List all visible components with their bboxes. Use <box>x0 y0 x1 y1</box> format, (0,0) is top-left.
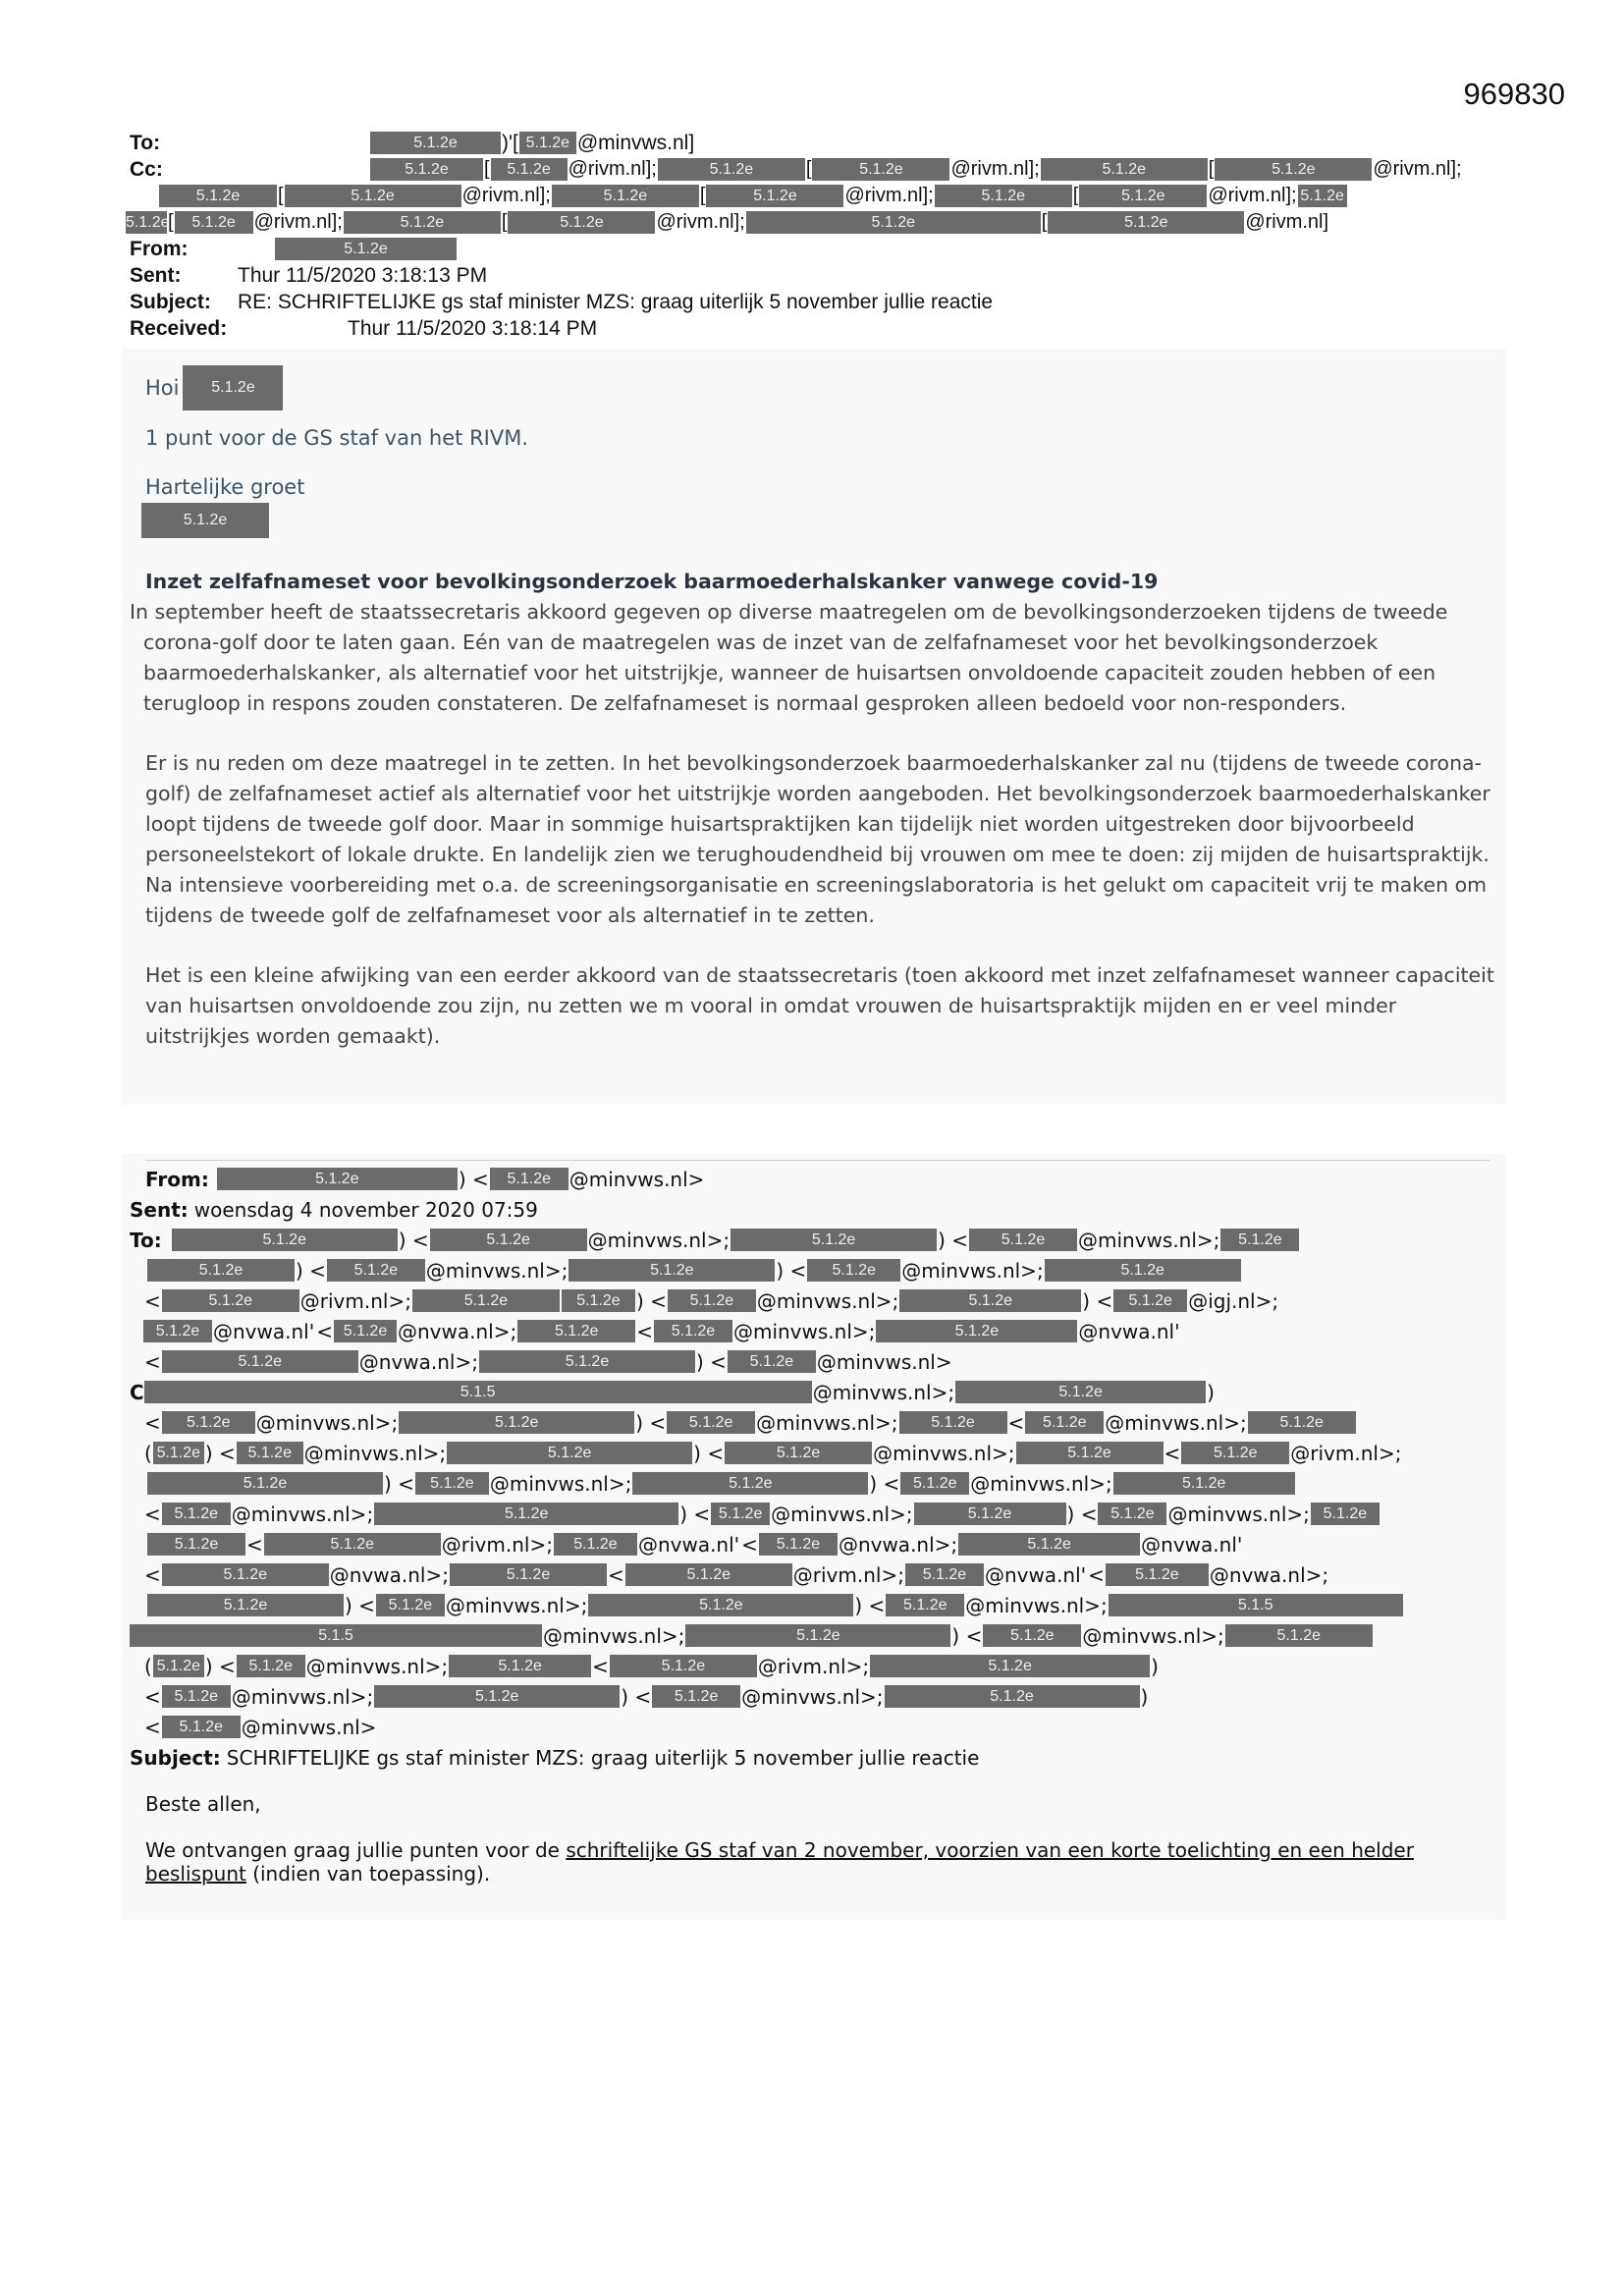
greeting: Hoi <box>145 376 180 400</box>
fwd-salutation: Beste allen, <box>145 1792 261 1816</box>
reply-body <box>145 365 1500 538</box>
redaction: 5.1.2e <box>147 1259 295 1282</box>
redaction: 5.1.2e <box>914 1503 1066 1525</box>
redaction: 5.1.2e <box>374 1685 620 1708</box>
redaction: 5.1.2e <box>1220 1229 1299 1251</box>
to-address-suffix: @minvws.nl] <box>576 132 695 154</box>
redaction: 5.1.2e <box>899 1411 1007 1434</box>
to-label: To: <box>130 132 161 154</box>
fwd-to-row-5: < 5.1.2e @nvwa.nl>; 5.1.2e ) < 5.1.2e @minvws.nl> <box>144 1349 952 1374</box>
redaction: 5.1.2e <box>334 1320 397 1342</box>
fwd-subject-value: SCHRIFTELIJKE gs staf minister MZS: graag uiterlijk 5 november jullie reactie <box>226 1745 980 1770</box>
redaction: 5.1.2e <box>983 1624 1081 1647</box>
redaction: 5.1.2e <box>807 1259 900 1282</box>
redaction: 5.1.2e <box>568 1259 775 1282</box>
redaction: 5.1.2e <box>1041 158 1208 181</box>
fwd-subject-row <box>130 1742 1504 1773</box>
redaction: 5.1.2e <box>955 1381 1206 1403</box>
fwd-cc-row-7: < 5.1.2e @nvwa.nl>; 5.1.2e < 5.1.2e @rivm.nl>; 5.1.2e @nvwa.nl' < 5.1.2e @nvwa.nl>; <box>144 1562 1329 1587</box>
fwd-to-row: To: 5.1.2e ) < 5.1.2e @minvws.nl>; 5.1.2e ) < 5.1.2e @minvws.nl>; 5.1.2e <box>130 1225 1504 1255</box>
redaction: 5.1.2e <box>479 1350 695 1373</box>
fwd-cc-row-4: 5.1.2e ) < 5.1.2e @minvws.nl>; 5.1.2e ) < 5.1.2e @minvws.nl>; 5.1.2e <box>130 1468 1504 1499</box>
redaction: 5.1.2e <box>285 185 461 207</box>
redaction: 5.1.2e <box>449 1655 591 1677</box>
fwd-to-row-4: 5.1.2e @nvwa.nl' < 5.1.2e @nvwa.nl>; 5.1.2e < 5.1.2e @minvws.nl>; 5.1.2e @nvwa.nl' <box>130 1316 1504 1346</box>
redaction: 5.1.2e <box>370 132 501 154</box>
fwd-cc-row-9: 5.1.5 @minvws.nl>; 5.1.2e ) < 5.1.2e @minvws.nl>; 5.1.2e <box>130 1620 1504 1651</box>
redaction: 5.1.2e <box>430 1229 587 1251</box>
separator-line <box>145 1160 1490 1161</box>
redaction: 5.1.2e <box>725 1442 872 1464</box>
redaction: 5.1.2e <box>491 158 568 181</box>
redaction: 5.1.2e <box>632 1472 868 1495</box>
fwd-cc-row-6: 5.1.2e < 5.1.2e @rivm.nl>; 5.1.2e @nvwa.nl' < 5.1.2e @nvwa.nl>; 5.1.2e @nvwa.nl' <box>130 1529 1504 1559</box>
redaction: 5.1.2e <box>1215 158 1372 181</box>
redaction: 5.1.2e <box>588 1594 853 1616</box>
content-heading: Inzet zelfafnameset voor bevolkingsonderzoek baarmoederhalskanker vanwege covid-19 <box>145 570 1159 593</box>
redaction: 5.1.2e <box>162 1289 299 1312</box>
redaction: 5.1.2e <box>654 1320 732 1342</box>
redaction: 5.1.2e <box>610 1655 757 1677</box>
fwd-to-label: To: <box>130 1228 162 1252</box>
redaction: 5.1.2e <box>1079 185 1207 207</box>
fwd-cc-row-5: < 5.1.2e @minvws.nl>; 5.1.2e ) < 5.1.2e @minvws.nl>; 5.1.2e ) < 5.1.2e @minvws.nl>; 5.1.2e <box>130 1499 1504 1529</box>
fwd-from-label: From: <box>145 1167 209 1191</box>
redaction: 5.1.2e <box>162 1503 231 1525</box>
fwd-cc-label: C <box>130 1380 144 1404</box>
redaction: 5.1.2e <box>415 1472 489 1495</box>
redaction: 5.1.2e <box>175 211 253 234</box>
reply-content <box>130 567 1504 1052</box>
sent-label: Sent: <box>130 264 182 287</box>
redaction: 5.1.2e <box>517 1320 635 1342</box>
paragraph-2: Er is nu reden om deze maatregel in te zetten. In het bevolkingsonderzoek baarmoederhalskanker zal nu (tijdens de tweede corona-golf) de zelfafnameset actief als alternatief voor het uitstrijkje worden aangeboden. Het bevolkingsonderzoek baarmoederhalskanker loopt tijdens de tweede golf door. Maar in sommige huisartspraktijken kan tijdelijk niet worden uitgestreken door bijvoorbeeld personeelstekort of lokale drukte. En landelijk zien we terughoudendheid bij vrouwen om mee te doen: zij mijden de huisartspraktijk. Na intensieve voorbereiding met o.a. de screeningsorganisatie en screeningslaboratoria is het gelukt om capaciteit vrij te maken om tijdens de tweede golf de zelfafnameset voor als alternatief in te zetten. <box>145 751 1490 927</box>
fwd-to-row-2: 5.1.2e ) < 5.1.2e @minvws.nl>; 5.1.2e ) < 5.1.2e @minvws.nl>; 5.1.2e <box>130 1255 1504 1285</box>
redaction: 5.1.2e <box>1098 1503 1166 1525</box>
redaction: 5.1.2e <box>1113 1289 1187 1312</box>
redaction: 5.1.2e <box>731 1229 937 1251</box>
redaction: 5.1.2e <box>147 1472 383 1495</box>
to-row: To: 5.1.2e )'[ 5.1.2e @minvws.nl] <box>130 132 695 154</box>
sent-value: Thur 11/5/2020 3:18:13 PM <box>238 264 488 287</box>
redaction: 5.1.2e <box>264 1533 441 1556</box>
redaction: 5.1.2e <box>886 1594 964 1616</box>
fwd-sent-value: woensdag 4 november 2020 07:59 <box>193 1197 538 1222</box>
redaction: 5.1.2e <box>1248 1411 1356 1434</box>
redaction: 5.1.2e <box>153 1655 204 1677</box>
redaction: 5.1.2e <box>327 1259 425 1282</box>
redaction: 5.1.2e <box>153 1442 204 1464</box>
redaction: 5.1.2e <box>1048 211 1244 234</box>
redaction: 5.1.2e <box>969 1229 1077 1251</box>
signature <box>145 503 1500 538</box>
redaction: 5.1.5 <box>144 1381 812 1403</box>
redaction: 5.1.2e <box>685 1624 950 1647</box>
redaction: 5.1.2e <box>1113 1472 1295 1495</box>
redaction: 5.1.2e <box>812 158 949 181</box>
redaction: 5.1.2e <box>1298 185 1347 207</box>
document-number: 969830 <box>1463 77 1565 111</box>
fwd-cc-row-11: < 5.1.2e @minvws.nl>; 5.1.2e ) < 5.1.2e @minvws.nl>; 5.1.2e ) <box>144 1684 1149 1709</box>
cc-label: Cc: <box>130 158 163 181</box>
redaction: 5.1.2e <box>652 1685 740 1708</box>
subject-value: RE: SCHRIFTELIJKE gs staf minister MZS: graag uiterlijk 5 november jullie reactie <box>238 291 994 313</box>
redaction: 5.1.5 <box>130 1624 542 1647</box>
redaction: 5.1.2e <box>141 503 269 538</box>
fwd-body <box>130 1790 1504 1886</box>
subject-row <box>130 289 1494 315</box>
redaction: 5.1.2e <box>1225 1624 1373 1647</box>
redaction: 5.1.2e <box>217 1168 458 1190</box>
redaction: 5.1.2e <box>172 1229 398 1251</box>
redaction: 5.1.2e <box>147 1594 344 1616</box>
redaction: 5.1.2e <box>126 211 167 234</box>
fwd-sent-row <box>130 1194 1504 1225</box>
redaction: 5.1.2e <box>711 1503 770 1525</box>
redaction: 5.1.2e <box>143 1320 212 1342</box>
from-row <box>130 236 1494 262</box>
redaction: 5.1.2e <box>183 365 283 410</box>
paragraph-3: Het is een kleine afwijking van een eerder akkoord van de staatssecretaris (toen akkoord met inzet zelfafnameset wanneer capaciteit van huisartsen onvoldoende zou zijn, nu zetten we m vooral in omdat vrouwen de huisartspraktijk mijden en er veel minder uitstrijkjes worden gemaakt). <box>145 963 1494 1048</box>
redaction: 5.1.2e <box>450 1563 607 1586</box>
redaction: 5.1.2e <box>759 1533 838 1556</box>
cc-row-3: 5.1.2e [ 5.1.2e @rivm.nl]; 5.1.2e [ 5.1.2e @rivm.nl]; 5.1.2e [ 5.1.2e @rivm.nl] <box>126 211 1329 233</box>
redaction: 5.1.2e <box>376 1594 445 1616</box>
redaction: 5.1.2e <box>162 1685 231 1708</box>
fwd-cc-row-2: < 5.1.2e @minvws.nl>; 5.1.2e ) < 5.1.2e @minvws.nl>; 5.1.2e < 5.1.2e @minvws.nl>; 5.1.2e <box>130 1407 1504 1438</box>
fwd-cc-row-3: ( 5.1.2e ) < 5.1.2e @minvws.nl>; 5.1.2e ) < 5.1.2e @minvws.nl>; 5.1.2e < 5.1.2e @rivm.nl>; <box>144 1441 1402 1465</box>
email-header <box>126 130 1494 342</box>
redaction: 5.1.2e <box>746 211 1041 234</box>
redaction: 5.1.2e <box>958 1533 1140 1556</box>
redaction: 5.1.2e <box>447 1442 692 1464</box>
redaction: 5.1.2e <box>1025 1411 1104 1434</box>
received-value: Thur 11/5/2020 3:18:14 PM <box>348 317 598 340</box>
redaction: 5.1.2e <box>1106 1563 1209 1586</box>
paragraph-1: In september heeft de staatssecretaris akkoord gegeven op diverse maatregelen om de bevolkingsonderzoeken tijdens de tweede corona-golf door te laten gaan. Eén van de maatregelen was de inzet van de zelfafnameset voor het bevolkingsonderzoek baarmoederhalskanker, als alternatief voor het uitstrijkje, wanneer de huisartsen onvoldoende capaciteit zouden hebben of een terugloop in respons zouden constateren. De zelfafnameset is normaal gesproken alleen bedoeld voor non-responders. <box>130 600 1448 715</box>
fwd-cc-row: C 5.1.5 @minvws.nl>; 5.1.2e ) <box>130 1380 1215 1404</box>
redaction: 5.1.2e <box>344 211 501 234</box>
redaction: 5.1.2e <box>870 1655 1150 1677</box>
redaction: 5.1.2e <box>1045 1259 1241 1282</box>
redaction: 5.1.2e <box>162 1716 241 1738</box>
redaction: 5.1.2e <box>275 238 457 260</box>
cc-row: Cc: 5.1.2e [ 5.1.2e @rivm.nl]; 5.1.2e [ 5.1.2e @rivm.nl]; 5.1.2e [ 5.1.2e @rivm.nl]; <box>130 158 1462 181</box>
redaction: 5.1.2e <box>519 132 576 154</box>
received-label: Received: <box>130 317 228 340</box>
subject-label: Subject: <box>130 291 211 313</box>
redaction: 5.1.2e <box>147 1533 245 1556</box>
from-label: From: <box>130 238 189 260</box>
redaction: 5.1.2e <box>237 1655 305 1677</box>
redaction: 5.1.2e <box>625 1563 792 1586</box>
fwd-cc-row-8: 5.1.2e ) < 5.1.2e @minvws.nl>; 5.1.2e ) < 5.1.2e @minvws.nl>; 5.1.5 <box>130 1590 1504 1620</box>
fwd-cc-row-12: < 5.1.2e @minvws.nl> <box>144 1715 377 1739</box>
redaction: 5.1.2e <box>552 185 699 207</box>
redaction: 5.1.2e <box>490 1168 568 1190</box>
redaction: 5.1.5 <box>1109 1594 1403 1616</box>
redaction: 5.1.2e <box>899 1289 1081 1312</box>
forwarded-message <box>130 1164 1504 1886</box>
fwd-cc-row-10: ( 5.1.2e ) < 5.1.2e @minvws.nl>; 5.1.2e < 5.1.2e @rivm.nl>; 5.1.2e ) <box>144 1654 1159 1678</box>
redaction: 5.1.2e <box>162 1563 329 1586</box>
fwd-body-text: We ontvangen graag jullie punten voor de schriftelijke GS staf van 2 november, voorzien van een korte toelichting en een helder beslispunt (indien van toepassing). <box>145 1838 1414 1886</box>
redaction: 5.1.2e <box>668 1289 756 1312</box>
redaction: 5.1.2e <box>554 1533 637 1556</box>
redaction: 5.1.2e <box>370 158 483 181</box>
redaction: 5.1.2e <box>885 1685 1140 1708</box>
redaction: 5.1.2e <box>706 185 843 207</box>
redaction: 5.1.2e <box>935 185 1072 207</box>
fwd-sent-label: Sent: <box>130 1197 189 1222</box>
gs-staf-link[interactable]: schriftelijke GS staf van 2 november, voorzien van een korte toelichting en een helder beslispunt <box>145 1838 1414 1886</box>
redaction: 5.1.2e <box>162 1350 358 1373</box>
redaction: 5.1.2e <box>1181 1442 1289 1464</box>
redaction: 5.1.2e <box>900 1472 969 1495</box>
redaction: 5.1.2e <box>399 1411 634 1434</box>
redaction: 5.1.2e <box>658 158 805 181</box>
redaction: 5.1.2e <box>1016 1442 1164 1464</box>
reply-closing: Hartelijke groet <box>145 475 305 499</box>
redaction: 5.1.2e <box>876 1320 1077 1342</box>
cc-row-2: 5.1.2e [ 5.1.2e @rivm.nl]; 5.1.2e [ 5.1.2e @rivm.nl]; 5.1.2e [ 5.1.2e @rivm.nl]; 5.1.2e <box>130 183 1494 209</box>
redaction: 5.1.2e <box>374 1503 678 1525</box>
redaction: 5.1.2e <box>562 1289 635 1312</box>
redaction: 5.1.2e <box>237 1442 303 1464</box>
fwd-to-row-3: < 5.1.2e @rivm.nl>; 5.1.2e 5.1.2e ) < 5.1.2e @minvws.nl>; 5.1.2e ) < 5.1.2e @igj.nl>; <box>144 1288 1279 1313</box>
greeting-line <box>145 365 1500 410</box>
received-row <box>130 315 1494 342</box>
redaction: 5.1.2e <box>508 211 655 234</box>
redaction: 5.1.2e <box>728 1350 816 1373</box>
redaction: 5.1.2e <box>162 1411 255 1434</box>
reply-line-1: 1 punt voor de GS staf van het RIVM. <box>145 426 529 450</box>
fwd-from-row: From: 5.1.2e ) < 5.1.2e @minvws.nl> <box>145 1167 705 1191</box>
fwd-subject-label: Subject: <box>130 1745 221 1770</box>
redaction: 5.1.2e <box>159 185 277 207</box>
redaction: 5.1.2e <box>667 1411 755 1434</box>
redaction: 5.1.2e <box>1311 1503 1380 1525</box>
redaction: 5.1.2e <box>412 1289 560 1312</box>
redaction: 5.1.2e <box>905 1563 984 1586</box>
sent-row <box>130 262 1494 289</box>
